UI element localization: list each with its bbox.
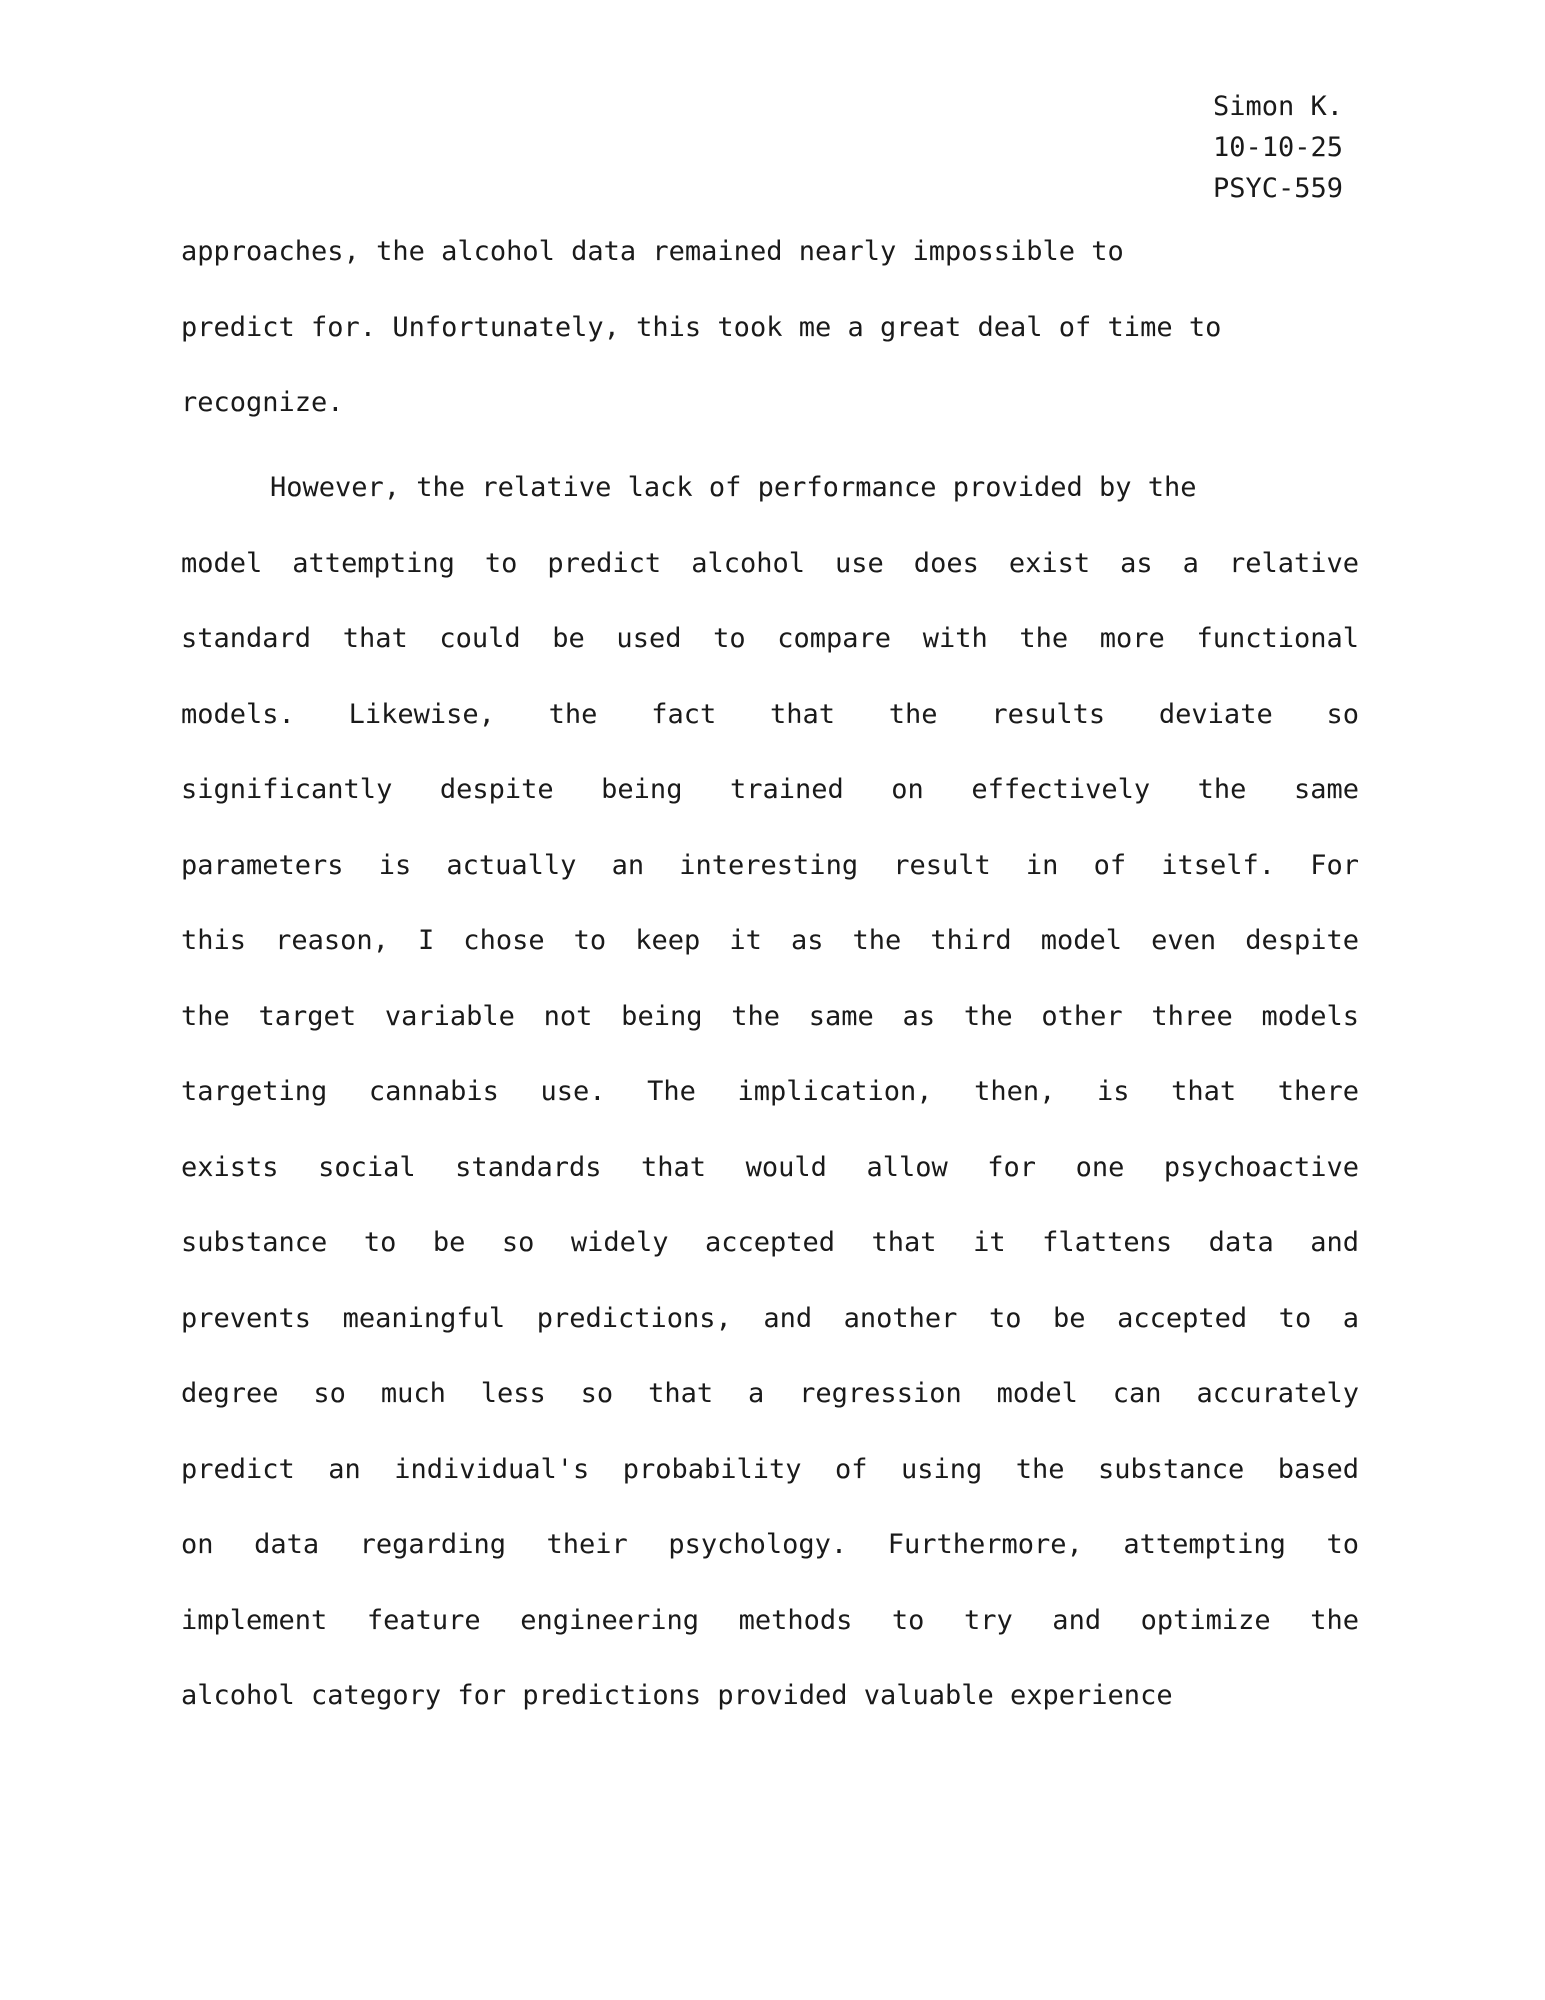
text-line: significantly despite being trained on effectively the same [181,774,1359,805]
text-line: this reason, I chose to keep it as the third model even despite [181,925,1359,956]
text-line: the target variable not being the same as the other three models [181,1000,1359,1032]
text-line: recognize. [181,387,344,418]
course-code: PSYC-559 [1213,173,1344,204]
text-line: targeting cannabis use. The implication, then, is that there [181,1076,1359,1107]
text-line: predict for. Unfortunately, this took me a great deal of time to [181,311,1222,343]
text-line: standard that could be used to compare with the more functional [181,623,1359,654]
text-line: alcohol category for predictions provided valuable experience [181,1680,1173,1711]
text-line: on data regarding their psychology. Furthermore, attempting to [181,1529,1359,1560]
text-line: models. Likewise, the fact that the results deviate so [181,698,1359,730]
body-paragraph [181,450,1359,1734]
text-line: substance to be so widely accepted that it flattens data and [181,1227,1359,1258]
document-date: 10-10-25 [1213,132,1344,163]
text-line: approaches, the alcohol data remained nearly impossible to [181,236,1124,267]
page-header [1101,86,1361,209]
text-line: exists social standards that would allow for one psychoactive [181,1151,1359,1183]
continued-paragraph [181,214,1359,441]
author-name: Simon K. [1213,91,1344,122]
text-line: degree so much less so that a regression model can accurately [181,1378,1359,1409]
text-line: predict an individual's probability of using the substance based [181,1453,1359,1485]
text-line: implement feature engineering methods to try and optimize the [181,1604,1359,1636]
text-line: parameters is actually an interesting result in of itself. For [181,849,1359,881]
text-line: However, the relative lack of performance provided by the [270,472,1197,503]
text-line: prevents meaningful predictions, and another to be accepted to a [181,1302,1359,1334]
text-line: model attempting to predict alcohol use does exist as a relative [181,547,1359,579]
